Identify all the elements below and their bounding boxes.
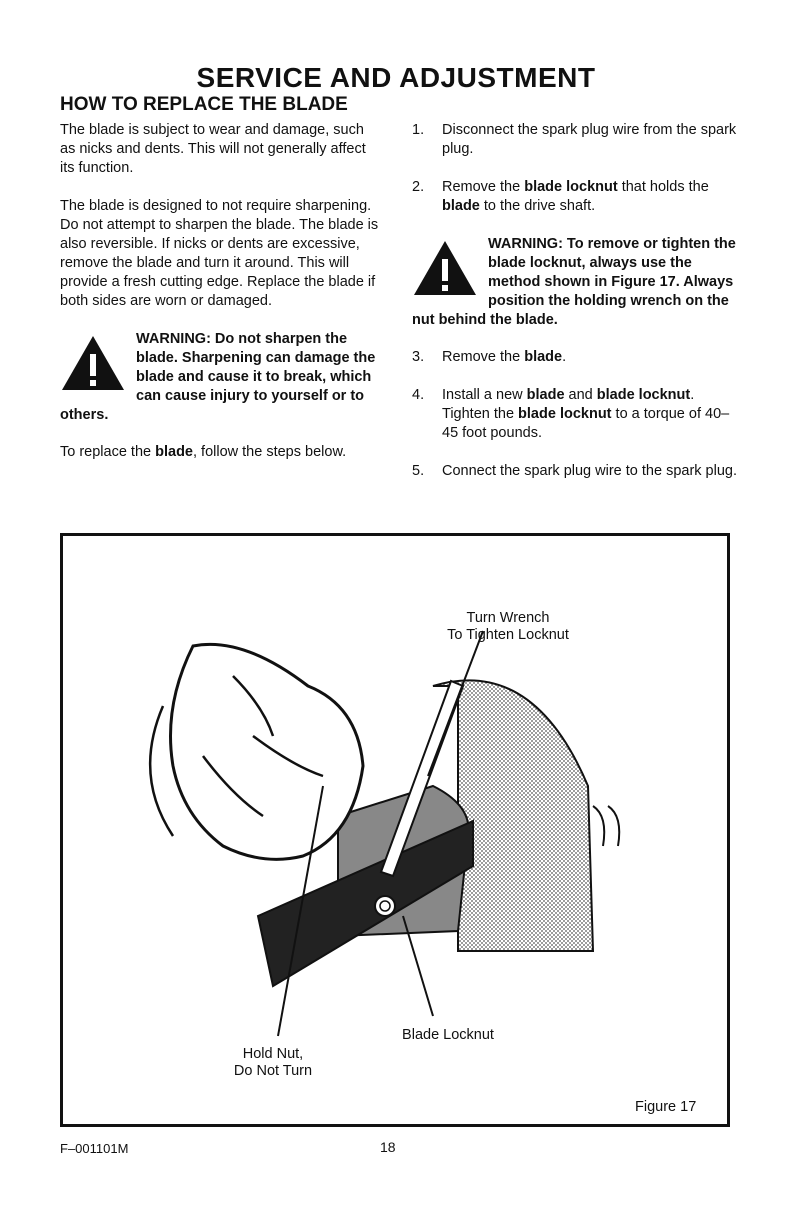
- label-turn-wrench: Turn Wrench To Tighten Locknut: [447, 610, 569, 643]
- hand: [171, 644, 364, 859]
- warning-text: WARNING: Do not sharpen the blade. Sharpening can damage the blade and cause it to break, which can cause injury to yourself or to others.: [60, 331, 376, 423]
- label-hold-nut: Hold Nut, Do Not Turn: [233, 1046, 313, 1079]
- document-code: F–001101M: [60, 1141, 129, 1156]
- label-blade-locknut: Blade Locknut: [402, 1027, 494, 1043]
- warning-sharpen: [60, 330, 380, 425]
- step-3: 3. Remove the blade.: [412, 349, 567, 365]
- step-2: 2. Remove the blade locknut that holds the blade to the drive shaft.: [412, 179, 709, 214]
- paragraph-wear: The blade is subject to wear and damage, such as nicks and dents. This will not generally affect its function.: [60, 122, 366, 176]
- warning-text: WARNING: To remove or tighten the blade locknut, always use the method shown in Figure 17. Always position the holding wrench on the nut behind the blade.: [412, 236, 736, 328]
- paragraph-sharpening: The blade is designed to not require sharpening. Do not attempt to sharpen the blade. The blade is also reversible. If nicks or dents are excessive, remove the blade and turn it around. This will provide a fresh cutting edge. Replace the blade if both sides are worn or damaged.: [60, 198, 379, 309]
- page-number: 18: [380, 1139, 396, 1155]
- step-4: 4. Install a new blade and blade locknut. Tighten the blade locknut to a torque of 40–45 foot pounds.: [412, 387, 730, 441]
- paragraph-steps-intro: To replace the blade, follow the steps below.: [60, 444, 347, 460]
- step-5: 5. Connect the spark plug wire to the spark plug.: [412, 463, 737, 479]
- left-column: [60, 121, 380, 481]
- section-heading: HOW TO REPLACE THE BLADE: [60, 94, 348, 115]
- figure-17: [60, 533, 730, 1127]
- warning-locknut: [412, 235, 742, 330]
- figure-caption: Figure 17: [635, 1099, 697, 1115]
- page-title: SERVICE AND ADJUSTMENT: [196, 62, 596, 93]
- warning-triangle-icon: [60, 334, 126, 392]
- right-column: [412, 121, 742, 500]
- step-1: 1. Disconnect the spark plug wire from the spark plug.: [412, 122, 737, 157]
- warning-triangle-icon: [412, 239, 478, 297]
